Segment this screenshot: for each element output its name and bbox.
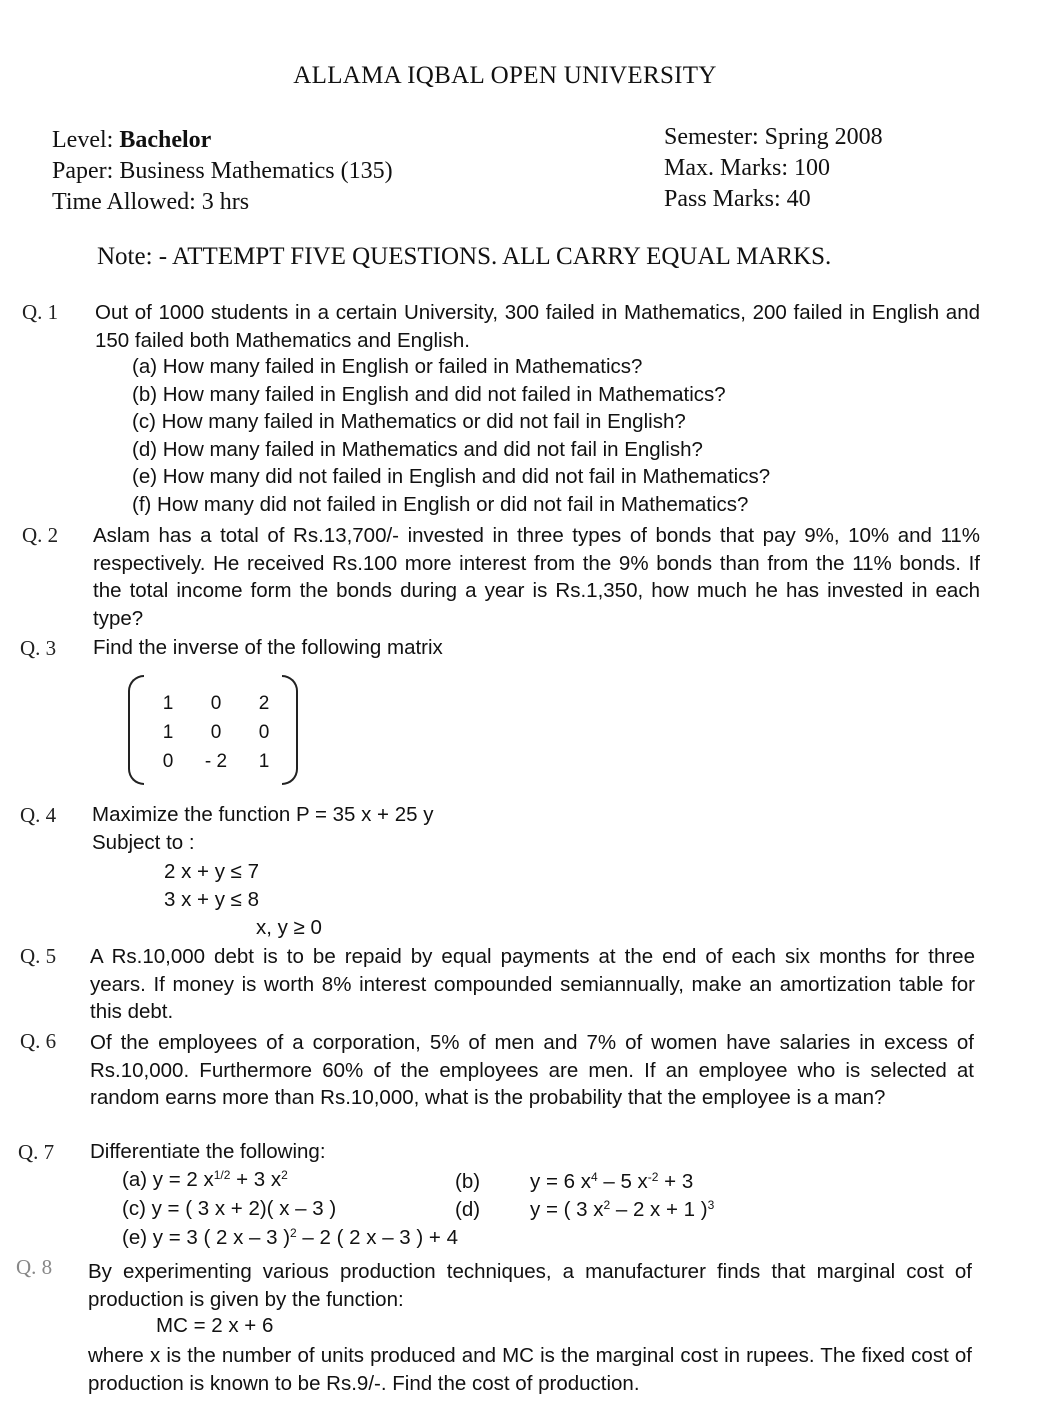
- q3-text: Find the inverse of the following matrix: [93, 636, 443, 659]
- q7-a-label: (a): [122, 1168, 148, 1191]
- q7-text: Differentiate the following:: [90, 1140, 326, 1163]
- q7-e-end: – 2 ( 2 x – 3 ) + 4: [296, 1226, 458, 1249]
- q5-number: Q. 5: [20, 944, 57, 968]
- q6-number: Q. 6: [20, 1029, 57, 1053]
- matrix-cell: - 2: [204, 750, 228, 772]
- q7-b-exp2: -2: [647, 1170, 659, 1184]
- q4-constraint-2: 3 x + y ≤ 8: [164, 888, 260, 911]
- q5-text: A Rs.10,000 debt is to be repaid by equal payments at the end of each six months for three years. If money is worth 8% interest compounded semiannually, make an amortization table for this debt.: [90, 945, 975, 1023]
- q4-subject: Subject to :: [92, 831, 195, 854]
- q7-d-mid: – 2 x + 1 ): [610, 1198, 708, 1221]
- q7-b-mid: – 5 x: [597, 1170, 648, 1193]
- exam-note: Note: - ATTEMPT FIVE QUESTIONS. ALL CARRY EQUAL MARKS.: [97, 243, 832, 270]
- q1-part-a: (a) How many failed in English or failed in Mathematics?: [132, 355, 643, 378]
- q8-text-2: where x is the number of units produced and MC is the marginal cost in rupees. The fixed cost of production is known to be Rs.9/-. Find the cost of production.: [88, 1344, 972, 1395]
- matrix-row: [144, 747, 288, 776]
- matrix-cell: 0: [210, 692, 222, 714]
- q7-a-exp1: 1/2: [213, 1168, 231, 1182]
- q3-number: Q. 3: [20, 636, 57, 660]
- q1-part-e: (e) How many did not failed in English and did not fail in Mathematics?: [132, 465, 771, 488]
- q7-e-exp: 2: [290, 1226, 297, 1240]
- q6-text: Of the employees of a corporation, 5% of men and 7% of women have salaries in excess of Rs.10,000. Furthermore 60% of the employees are men. If an employee who is selected at random earns more than Rs.10,000, what is the probability that the employee is a man?: [90, 1031, 974, 1109]
- matrix-table: [144, 689, 288, 776]
- q4-constraint-1: 2 x + y ≤ 7: [164, 860, 260, 883]
- q1-part-b: (b) How many failed in English and did not failed in Mathematics?: [132, 382, 726, 406]
- q4-constraint-3: x, y ≥ 0: [256, 916, 322, 939]
- q2-number: Q. 2: [22, 523, 59, 547]
- q1-part-f: (f) How many did not failed in English or did not fail in Mathematics?: [132, 492, 749, 516]
- paper-line: Paper: Business Mathematics (135): [52, 158, 393, 184]
- q7-a-base: y = 2 x: [152, 1168, 214, 1191]
- q7-part-e: [122, 1224, 458, 1252]
- q7-e-base: (e) y = 3 ( 2 x – 3 ): [122, 1226, 291, 1249]
- max-marks-line: Max. Marks: 100: [664, 155, 830, 181]
- q8-text: By experimenting various production techniques, a manufacturer finds that marginal cost of production is given by the function:: [88, 1260, 972, 1311]
- matrix-cell: 0: [210, 721, 222, 743]
- matrix-cell: 0: [162, 750, 174, 772]
- q7-b-exp1: 4: [590, 1170, 598, 1184]
- q1-parts: [132, 353, 770, 518]
- q7-d-exp1: 2: [603, 1198, 611, 1212]
- q1-part-d: (d) How many failed in Mathematics and did not fail in English?: [132, 437, 703, 461]
- level-line: [52, 125, 393, 156]
- q7-part-a: [122, 1166, 288, 1194]
- matrix-cell: 1: [162, 692, 174, 714]
- header-right: [664, 122, 883, 215]
- matrix-cell: 1: [258, 750, 270, 772]
- q7-d-exp2: 3: [707, 1198, 715, 1212]
- matrix-row: [144, 689, 288, 718]
- q4-number: Q. 4: [20, 803, 57, 827]
- level-value: Bachelor: [119, 127, 212, 153]
- q7-part-d-label: (d): [455, 1198, 481, 1221]
- q7-part-b: [530, 1168, 693, 1196]
- header-left: [52, 125, 393, 218]
- university-title: ALLAMA IQBAL OPEN UNIVERSITY: [293, 62, 717, 89]
- q4-text: Maximize the function P = 35 x + 25 y: [92, 803, 434, 826]
- q2-text: Aslam has a total of Rs.13,700/- invested in three types of bonds that pay 9%, 10% and 11% respectively. He received Rs.100 more interest from the 9% bonds than from the 11% bonds. If the total income form the bonds during a year is Rs.1,350, how much he has invested in each type?: [93, 524, 980, 630]
- q7-b-base: y = 6 x: [530, 1170, 591, 1193]
- q7-a-exp2: 2: [281, 1168, 288, 1182]
- pass-marks-line: Pass Marks: 40: [664, 186, 811, 212]
- q7-number: Q. 7: [18, 1140, 55, 1164]
- matrix-left-bracket: [128, 675, 144, 785]
- q3-matrix: [128, 675, 298, 785]
- q7-part-b-label: (b): [455, 1170, 481, 1193]
- time-line: Time Allowed: 3 hrs: [52, 189, 250, 215]
- q1-number: Q. 1: [22, 300, 59, 324]
- q7-part-d: [530, 1196, 714, 1224]
- q7-a-mid: + 3 x: [230, 1168, 282, 1191]
- level-label: Level:: [52, 127, 114, 153]
- q1-text: Out of 1000 students in a certain University, 300 failed in Mathematics, 200 failed in English and 150 failed both Mathematics and English.: [95, 301, 980, 352]
- matrix-row: [144, 718, 288, 747]
- q8-number: Q. 8: [16, 1255, 53, 1279]
- matrix-cell: 0: [258, 721, 270, 743]
- q8-formula: MC = 2 x + 6: [156, 1314, 274, 1337]
- q1-part-c: (c) How many failed in Mathematics or did not fail in English?: [132, 410, 686, 433]
- matrix-cell: 2: [258, 692, 270, 714]
- semester-line: Semester: Spring 2008: [664, 124, 883, 150]
- q7-d-base: y = ( 3 x: [530, 1198, 604, 1221]
- matrix-cell: 1: [162, 721, 174, 743]
- q7-b-end: + 3: [658, 1170, 694, 1193]
- q7-part-c: (c) y = ( 3 x + 2)( x – 3 ): [122, 1197, 337, 1220]
